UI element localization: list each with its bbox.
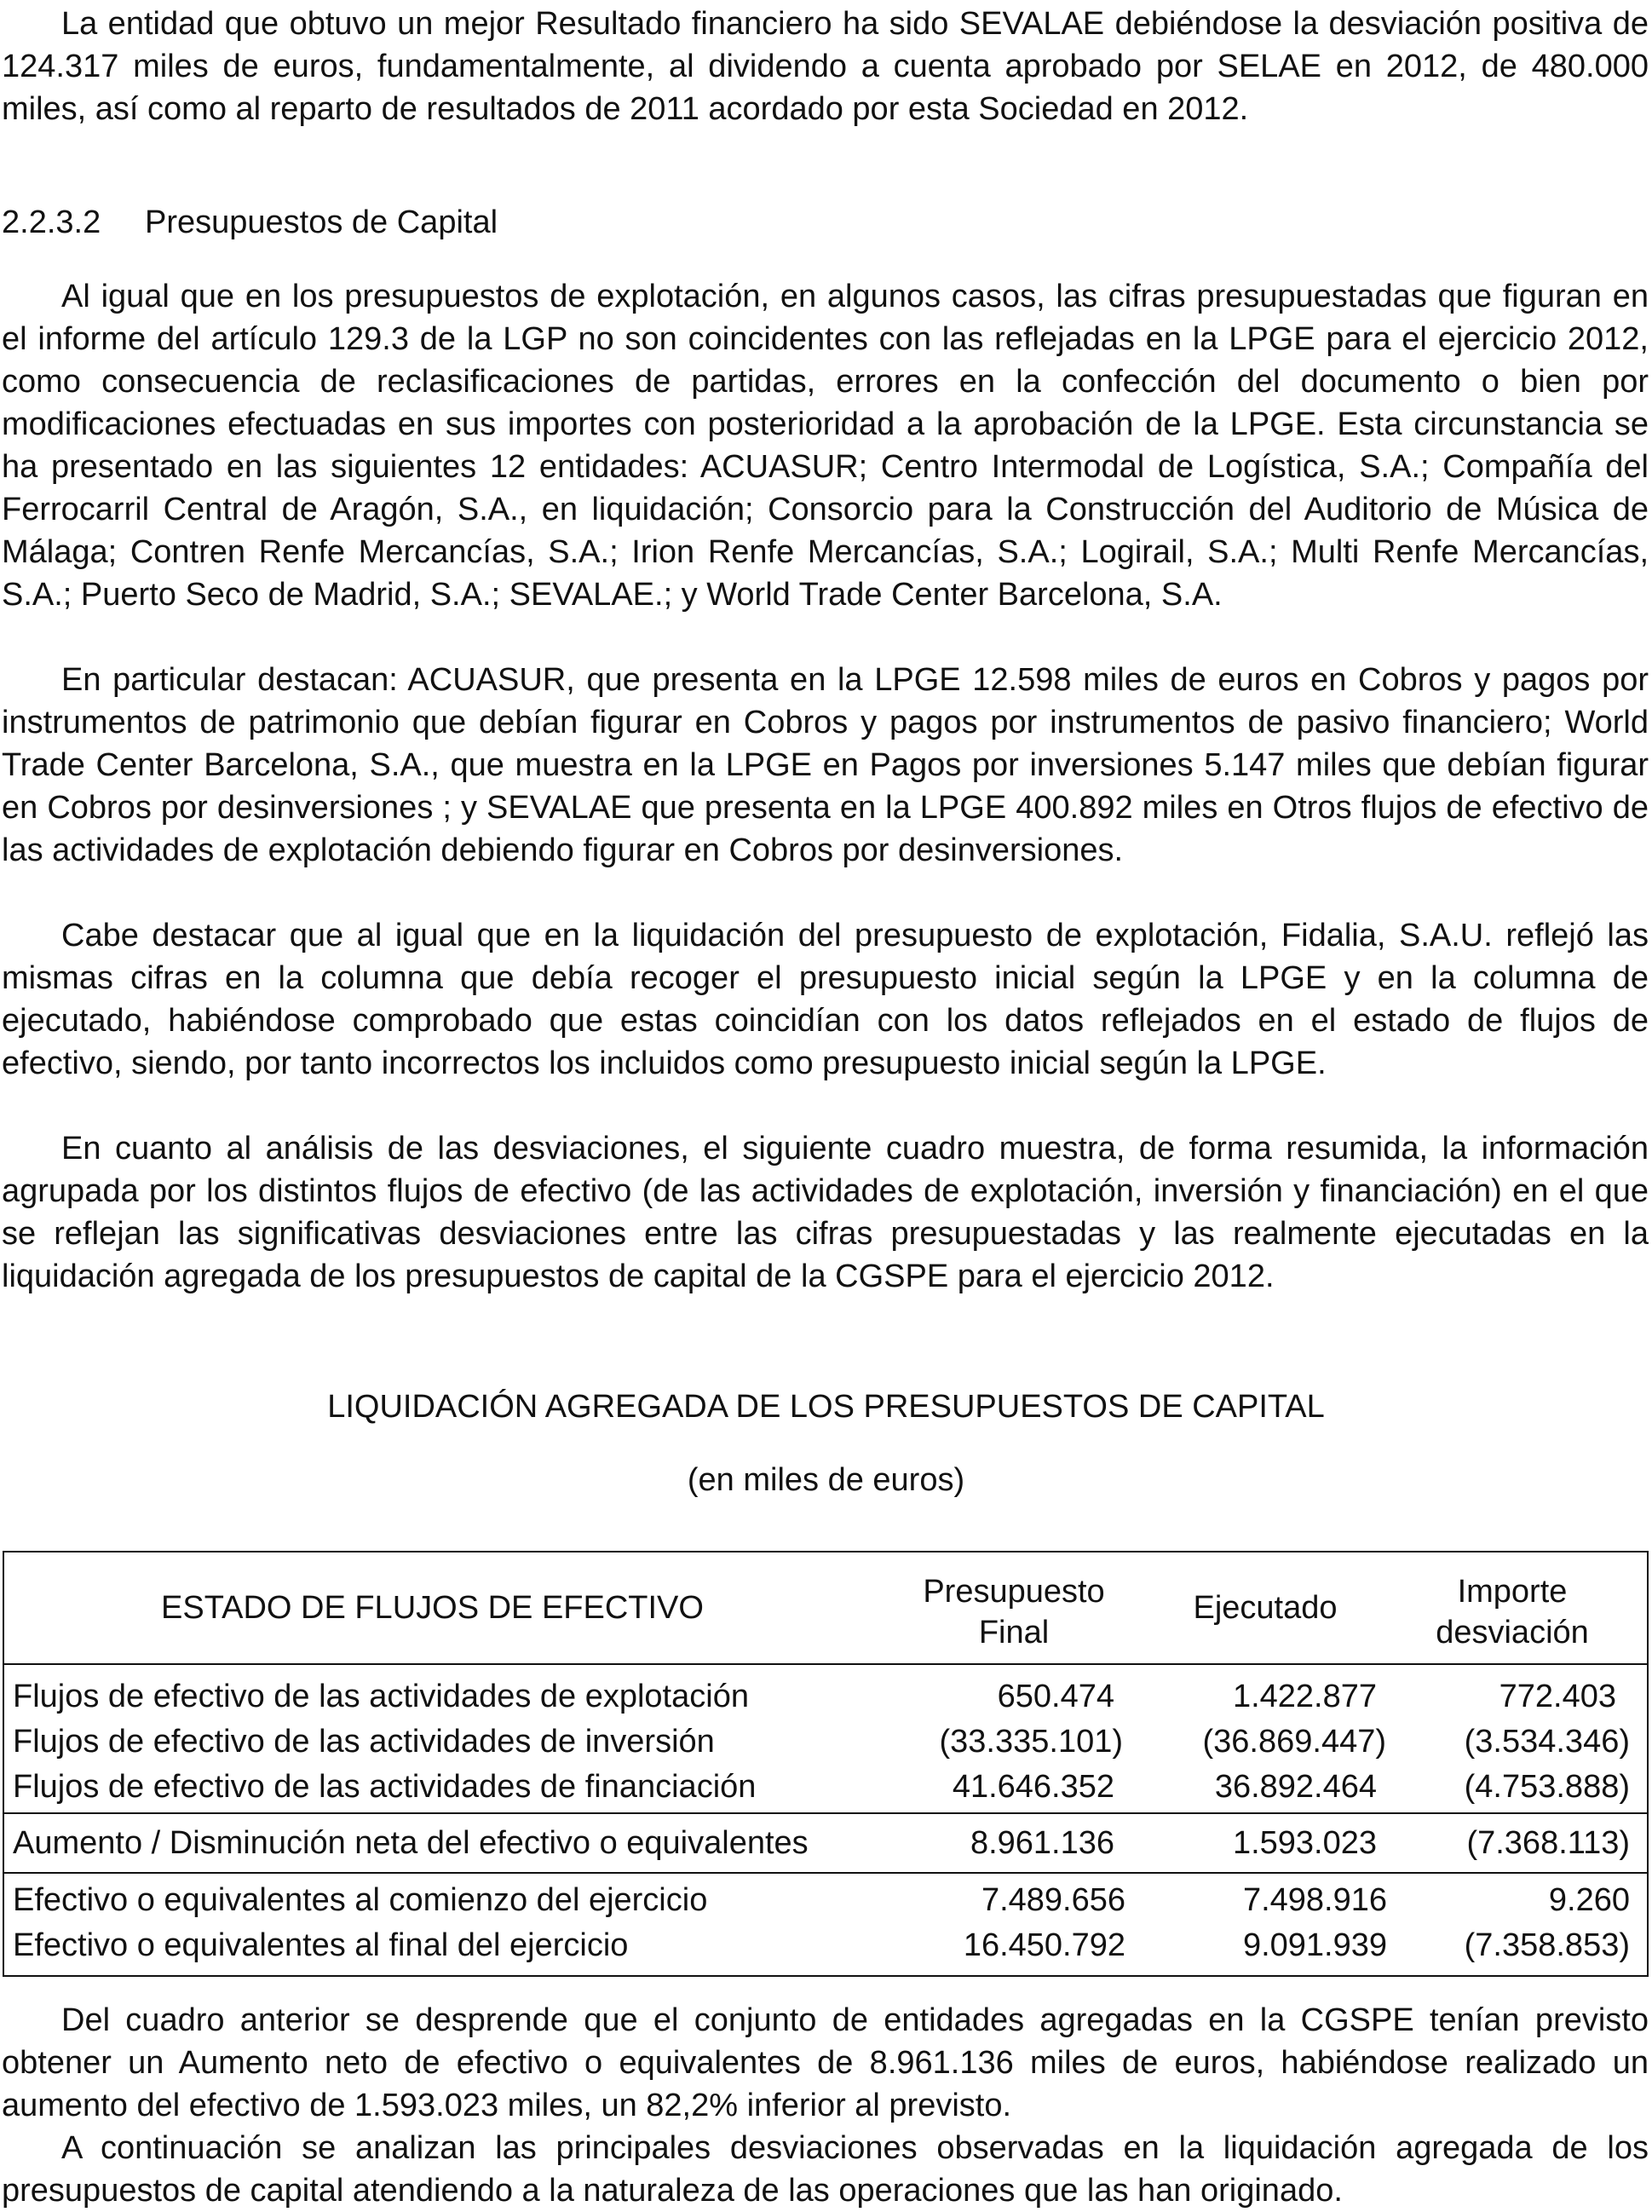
row-presupuesto: (33.335.101) (939, 1724, 1123, 1760)
row-desviacion: 772.403 (1499, 1679, 1616, 1714)
section-title: Presupuestos de Capital (145, 204, 498, 240)
row-presupuesto: 7.489.656 (981, 1882, 1125, 1918)
paragraph-resultado-financiero: La entidad que obtuvo un mejor Resultado financiero ha sido SEVALAE debiéndose la desviación positiva de 124.317 miles de euros, fundamentalmente, al dividendo a cuenta aprobado por SELAE en 2012, de 480.000 miles, así como al reparto de resultados de 2011 acordado por esta Sociedad en 2012. (2, 6, 1649, 127)
table-header (4, 1552, 1647, 1663)
row-label: Flujos de efectivo de las actividades de explotación (13, 1679, 749, 1714)
table-rule-subtotal (4, 1812, 1647, 1814)
paragraph-destacan: En particular destacan: ACUASUR, que presenta en la LPGE 12.598 miles de euros en Cobros y pagos por instrumentos de patrimonio que debían figurar en Cobros y pagos por instrumentos de pasivo financiero; World Trade Center Barcelona, S.A., que muestra en la LPGE en Pagos por inversiones 5.147 miles que debían figurar en Cobros por desinversiones ; y SEVALAE que presenta en la LPGE 400.892 miles en Otros flujos de efectivo de las actividades de explotación debiendo figurar en Cobros por desinversiones. (2, 662, 1649, 868)
row-desviacion: (3.534.346) (1464, 1724, 1630, 1760)
paragraph-desviaciones: En cuanto al análisis de las desviaciones, el siguiente cuadro muestra, de forma resumida, la información agrupada por los distintos flujos de efectivo (de las actividades de explotación, inversión y financiación) en el que se reflejan las significativas desviaciones entre las cifras presupuestadas y las realmente ejecutadas en la liquidación agregada de los presupuestos de capital de la CGSPE para el ejercicio 2012. (2, 1131, 1649, 1294)
paragraph-conclusion: Del cuadro anterior se desprende que el conjunto de entidades agregadas en la CGSPE tenían previsto obtener un Aumento neto de efectivo o equivalentes de 8.961.136 miles de euros, habiéndose realizado un aumento del efectivo de 1.593.023 miles, un 82,2% inferior al previsto. (2, 2002, 1649, 2123)
row-label: Efectivo o equivalentes al final del ejercicio (13, 1927, 629, 1963)
row-label: Efectivo o equivalentes al comienzo del ejercicio (13, 1882, 708, 1918)
table-row (4, 1878, 1647, 1923)
header-presupuesto-line1: Presupuesto (923, 1574, 1105, 1610)
table-row (4, 1821, 1647, 1866)
row-ejecutado: 7.498.916 (1242, 1882, 1387, 1918)
row-ejecutado: 1.422.877 (1232, 1679, 1377, 1714)
paragraph-cifras-presupuestadas: Al igual que en los presupuestos de explotación, en algunos casos, las cifras presupuestadas que figuran en el informe del artículo 129.3 de la LGP no son coincidentes con las reflejadas en la LPGE para el ejercicio 2012, como consecuencia de reclasificaciones de partidas, errores en la confección del documento o bien por modificaciones efectuadas en sus importes con posterioridad a la aprobación de la LPGE. Esta circunstancia se ha presentado en las siguientes 12 entidades: ACUASUR; Centro Intermodal de Logística, S.A.; Compañía del Ferrocarril Central de Aragón, S.A., en liquidación; Consorcio para la Construcción del Auditorio de Música de Málaga; Contren Renfe Mercancías, S.A.; Irion Renfe Mercancías, S.A.; Logirail, S.A.; Multi Renfe Mercancías, S.A.; Puerto Seco de Madrid, S.A.; SEVALAE.; y World Trade Center Barcelona, S.A. (2, 279, 1649, 613)
table-row (4, 1923, 1647, 1968)
section-number: 2.2.3.2 (2, 204, 101, 240)
header-importe-line2: desviación (1436, 1615, 1589, 1650)
row-presupuesto: 41.646.352 (952, 1769, 1114, 1805)
table-row (4, 1719, 1647, 1765)
row-desviacion: (4.753.888) (1464, 1769, 1630, 1805)
row-ejecutado: 36.892.464 (1214, 1769, 1377, 1805)
table-rule-header (4, 1663, 1647, 1665)
header-ejecutado: Ejecutado (1193, 1590, 1338, 1626)
table-row (4, 1674, 1647, 1719)
row-ejecutado: 9.091.939 (1242, 1927, 1387, 1963)
header-estado-flujos: ESTADO DE FLUJOS DE EFECTIVO (161, 1590, 704, 1626)
row-presupuesto: 8.961.136 (970, 1825, 1114, 1861)
table-subtitle: (en miles de euros) (687, 1462, 965, 1498)
row-desviacion: 9.260 (1548, 1882, 1630, 1918)
table-title: LIQUIDACIÓN AGREGADA DE LOS PRESUPUESTOS DE CAPITAL (327, 1389, 1325, 1425)
row-label: Flujos de efectivo de las actividades de inversión (13, 1724, 715, 1760)
section-heading (2, 201, 498, 244)
header-presupuesto-line2: Final (978, 1615, 1050, 1650)
row-presupuesto: 16.450.792 (963, 1927, 1125, 1963)
header-importe-line1: Importe (1457, 1574, 1568, 1610)
paragraph-fidalia: Cabe destacar que al igual que en la liquidación del presupuesto de explotación, Fidalia, S.A.U. reflejó las mismas cifras en la columna que debía recoger el presupuesto inicial según la LPGE y en la columna de ejecutado, habiéndose comprobado que estas coincidían con los datos reflejados en el estado de flujos de efectivo, siendo, por tanto incorrectos los incluidos como presupuesto inicial según la LPGE. (2, 918, 1649, 1081)
table-row (4, 1765, 1647, 1810)
paragraph-continuacion: A continuación se analizan las principales desviaciones observadas en la liquidación agregada de los presupuestos de capital atendiendo a la naturaleza de las operaciones que las han originado. (2, 2130, 1649, 2209)
row-label: Aumento / Disminución neta del efectivo o equivalentes (13, 1825, 809, 1861)
header-importe-desviacion (1384, 1571, 1640, 1653)
header-presupuesto-final (873, 1571, 1154, 1653)
cash-flow-table (3, 1551, 1649, 1977)
row-ejecutado: (36.869.447) (1202, 1724, 1386, 1760)
row-ejecutado: 1.593.023 (1232, 1825, 1377, 1861)
row-desviacion: (7.358.853) (1464, 1927, 1630, 1963)
row-desviacion: (7.368.113) (1466, 1825, 1630, 1861)
row-label: Flujos de efectivo de las actividades de financiación (13, 1769, 757, 1805)
table-rule-efectivo (4, 1872, 1647, 1874)
row-presupuesto: 650.474 (997, 1679, 1114, 1714)
